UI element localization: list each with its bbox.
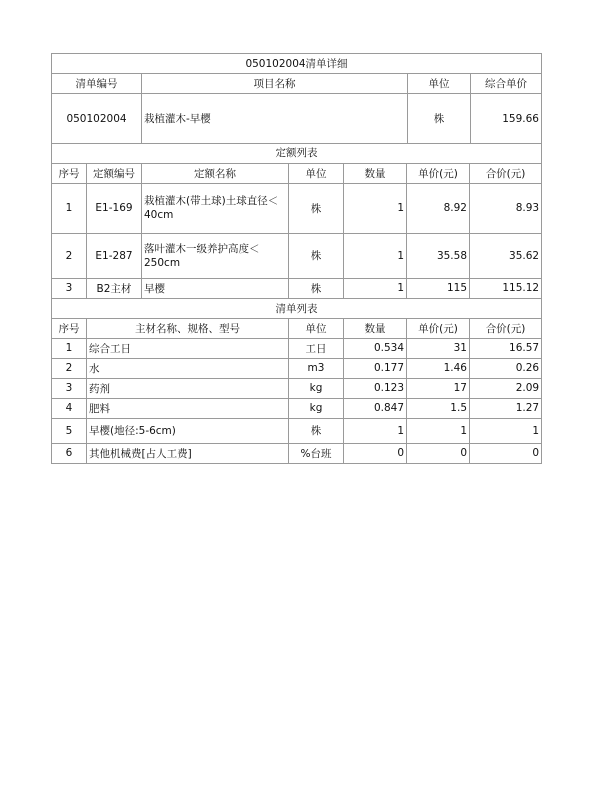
quota-col-name: 定额名称 bbox=[142, 163, 289, 183]
mat-name: 综合工日 bbox=[87, 338, 289, 358]
quota-row bbox=[52, 183, 542, 233]
mat-col-unit-price: 单价(元) bbox=[407, 318, 470, 338]
quota-unit-price: 8.92 bbox=[407, 183, 470, 233]
mat-no: 1 bbox=[52, 338, 87, 358]
quota-name: 早樱 bbox=[142, 278, 289, 298]
mat-name: 肥料 bbox=[87, 398, 289, 418]
mat-unit: 工日 bbox=[289, 338, 344, 358]
quota-total: 8.93 bbox=[470, 183, 542, 233]
quota-code: E1-169 bbox=[87, 183, 142, 233]
quota-unit: 株 bbox=[289, 233, 344, 278]
page-title: 050102004清单详细 bbox=[52, 54, 542, 74]
materials-section-title: 清单列表 bbox=[52, 298, 542, 318]
mat-col-total: 合价(元) bbox=[470, 318, 542, 338]
quota-total: 115.12 bbox=[470, 278, 542, 298]
quota-code: E1-287 bbox=[87, 233, 142, 278]
mat-unit-price: 0 bbox=[407, 443, 470, 463]
material-row bbox=[52, 398, 542, 418]
quota-qty: 1 bbox=[344, 278, 407, 298]
quota-no: 2 bbox=[52, 233, 87, 278]
quota-qty: 1 bbox=[344, 233, 407, 278]
quota-row bbox=[52, 233, 542, 278]
mat-no: 5 bbox=[52, 418, 87, 443]
mat-qty: 1 bbox=[344, 418, 407, 443]
mat-total: 16.57 bbox=[470, 338, 542, 358]
quota-columns bbox=[52, 163, 542, 183]
bill-price: 159.66 bbox=[471, 94, 542, 144]
material-row bbox=[52, 443, 542, 463]
bill-code: 050102004 bbox=[52, 94, 142, 144]
col-bill-code: 清单编号 bbox=[52, 74, 142, 94]
col-unit-price: 综合单价 bbox=[471, 74, 542, 94]
mat-no: 4 bbox=[52, 398, 87, 418]
mat-qty: 0 bbox=[344, 443, 407, 463]
quota-col-no: 序号 bbox=[52, 163, 87, 183]
quota-section-title: 定额列表 bbox=[52, 143, 542, 163]
bill-row bbox=[52, 94, 542, 144]
mat-unit-price: 1.5 bbox=[407, 398, 470, 418]
mat-unit-price: 31 bbox=[407, 338, 470, 358]
quota-col-total: 合价(元) bbox=[470, 163, 542, 183]
mat-qty: 0.534 bbox=[344, 338, 407, 358]
mat-no: 3 bbox=[52, 378, 87, 398]
quota-unit-price: 115 bbox=[407, 278, 470, 298]
quota-qty: 1 bbox=[344, 183, 407, 233]
mat-name: 其他机械费[占人工费] bbox=[87, 443, 289, 463]
mat-qty: 0.847 bbox=[344, 398, 407, 418]
mat-unit: kg bbox=[289, 378, 344, 398]
mat-unit-price: 17 bbox=[407, 378, 470, 398]
quota-unit: 株 bbox=[289, 183, 344, 233]
quota-col-code: 定额编号 bbox=[87, 163, 142, 183]
mat-total: 2.09 bbox=[470, 378, 542, 398]
bill-header-table bbox=[51, 53, 542, 144]
quota-name: 落叶灌木一级养护高度＜250cm bbox=[142, 233, 289, 278]
quota-row bbox=[52, 278, 542, 298]
mat-total: 1.27 bbox=[470, 398, 542, 418]
mat-col-qty: 数量 bbox=[344, 318, 407, 338]
material-row bbox=[52, 418, 542, 443]
mat-total: 0.26 bbox=[470, 358, 542, 378]
bill-unit: 株 bbox=[408, 94, 471, 144]
quota-col-qty: 数量 bbox=[344, 163, 407, 183]
bill-header-columns bbox=[52, 74, 542, 94]
quota-unit: 株 bbox=[289, 278, 344, 298]
mat-unit: m3 bbox=[289, 358, 344, 378]
quota-col-unit: 单位 bbox=[289, 163, 344, 183]
material-row bbox=[52, 358, 542, 378]
mat-no: 6 bbox=[52, 443, 87, 463]
material-row bbox=[52, 378, 542, 398]
mat-unit: %台班 bbox=[289, 443, 344, 463]
mat-col-no: 序号 bbox=[52, 318, 87, 338]
col-item-name: 项目名称 bbox=[142, 74, 408, 94]
col-unit: 单位 bbox=[408, 74, 471, 94]
quota-code: B2主材 bbox=[87, 278, 142, 298]
mat-no: 2 bbox=[52, 358, 87, 378]
mat-col-unit: 单位 bbox=[289, 318, 344, 338]
mat-unit-price: 1.46 bbox=[407, 358, 470, 378]
mat-col-name: 主材名称、规格、型号 bbox=[87, 318, 289, 338]
mat-unit-price: 1 bbox=[407, 418, 470, 443]
materials-columns bbox=[52, 318, 542, 338]
material-row bbox=[52, 338, 542, 358]
mat-total: 1 bbox=[470, 418, 542, 443]
quota-no: 1 bbox=[52, 183, 87, 233]
detail-table bbox=[51, 143, 542, 464]
quota-name: 栽植灌木(带土球)土球直径＜40cm bbox=[142, 183, 289, 233]
mat-unit: 株 bbox=[289, 418, 344, 443]
mat-unit: kg bbox=[289, 398, 344, 418]
quota-unit-price: 35.58 bbox=[407, 233, 470, 278]
mat-qty: 0.123 bbox=[344, 378, 407, 398]
mat-name: 水 bbox=[87, 358, 289, 378]
quota-total: 35.62 bbox=[470, 233, 542, 278]
quota-no: 3 bbox=[52, 278, 87, 298]
mat-total: 0 bbox=[470, 443, 542, 463]
quota-col-unit-price: 单价(元) bbox=[407, 163, 470, 183]
mat-name: 早樱(地径:5-6cm) bbox=[87, 418, 289, 443]
mat-qty: 0.177 bbox=[344, 358, 407, 378]
bill-item-name: 栽植灌木-早樱 bbox=[142, 94, 408, 144]
mat-name: 药剂 bbox=[87, 378, 289, 398]
